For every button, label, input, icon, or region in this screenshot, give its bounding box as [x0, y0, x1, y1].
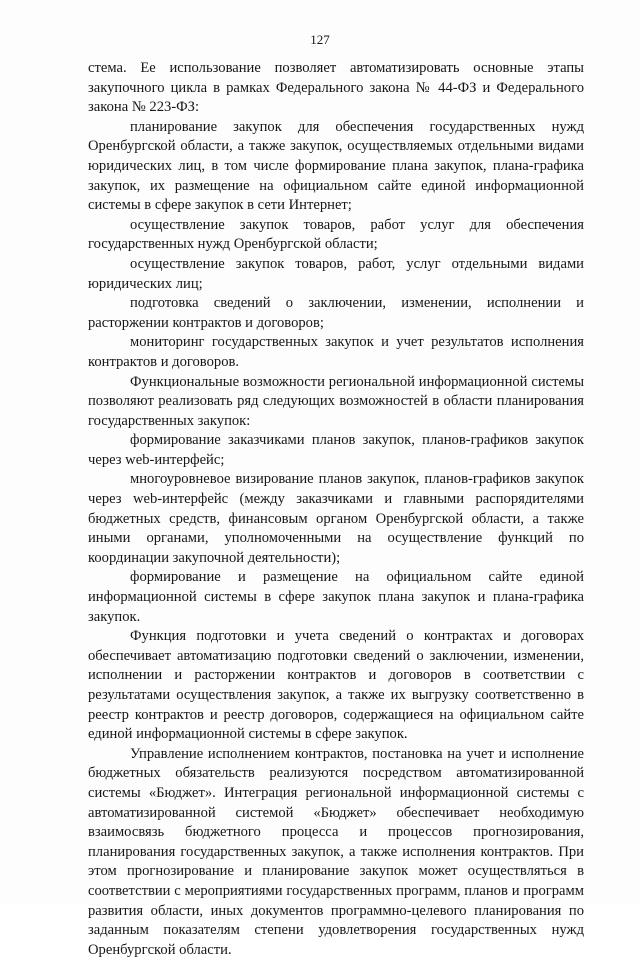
- list-item-plan-publishing: формирование и размещение на официальном сайте единой информационной системы в сфере закупок плана закупок и плана-графика закупок.: [88, 569, 584, 625]
- list-item-legal-entities-procurement: осуществление закупок товаров, работ, услуг отдельными видами юридических лиц;: [88, 255, 584, 292]
- page-number: 127: [310, 32, 330, 47]
- paragraph-continuation: стема. Ее использование позволяет автоматизировать основные этапы закупочного цикла в рамках Федерального закона № 44-ФЗ и Федерального закона № 223-ФЗ:: [88, 60, 584, 116]
- list-item-multilevel-approval: многоуровневое визирование планов закупок, планов-графиков закупок через web-интерфейс (между заказчиками и главными распорядителями бюджетных средств, финансовым органом Оренбургской области, а также иными органами, уполномоченными на осуществление функций по координации закупочной деятельности);: [88, 471, 584, 566]
- list-item-contract-info: подготовка сведений о заключении, изменении, исполнении и расторжении контрактов и договоров;: [88, 295, 584, 331]
- list-item-plan-forming: формирование заказчиками планов закупок, планов-графиков закупок через web-интерфейс;: [88, 432, 584, 468]
- paragraph-functional-capabilities: Функциональные возможности региональной информационной системы позволяют реализовать ряд следующих возможностей в области планирования государственных закупок:: [88, 373, 584, 429]
- body-text: [88, 59, 584, 960]
- paragraph-budget-integration: Управление исполнением контрактов, постановка на учет и исполнение бюджетных обязательств реализуются посредством автоматизированной системы «Бюджет». Интеграция региональной информационной системы с автоматизированной системой «Бюджет» обеспечивает необходимую взаимосвязь бюджетного процесса и процессов прогнозирования, планирования государственных закупок, а также исполнения контрактов. При этом прогнозирование и планирование закупок может осуществляться в соответствии с мероприятиями государственных программ, планов и программ развития области, иных документов программно-целевого планирования по заданным показателям степени удовлетворения государственных нужд Оренбургской области.: [88, 745, 584, 958]
- paragraph-contract-function: Функция подготовки и учета сведений о контрактах и договорах обеспечивает автоматизацию подготовки сведений о заключении, изменении, исполнении и расторжении контрактов и договоров в соответствии с результатами осуществления закупок, а также их выгрузку соответственно в реестр контрактов и реестр договоров, содержащиеся на официальном сайте единой информационной системы в сфере закупок.: [88, 628, 584, 743]
- list-item-state-procurement: осуществление закупок товаров, работ услуг для обеспечения государственных нужд Оренбургской области;: [88, 216, 584, 253]
- list-item-monitoring: мониторинг государственных закупок и учет результатов исполнения контрактов и договоров.: [88, 334, 584, 370]
- list-item-planning: планирование закупок для обеспечения государственных нужд Оренбургской области, а также закупок, осуществляемых отдельными видами юридических лиц, в том числе формирование плана закупок, плана-графика закупок, их размещение на официальном сайте единой информационной системы в сфере закупок в сети Интернет;: [88, 118, 584, 214]
